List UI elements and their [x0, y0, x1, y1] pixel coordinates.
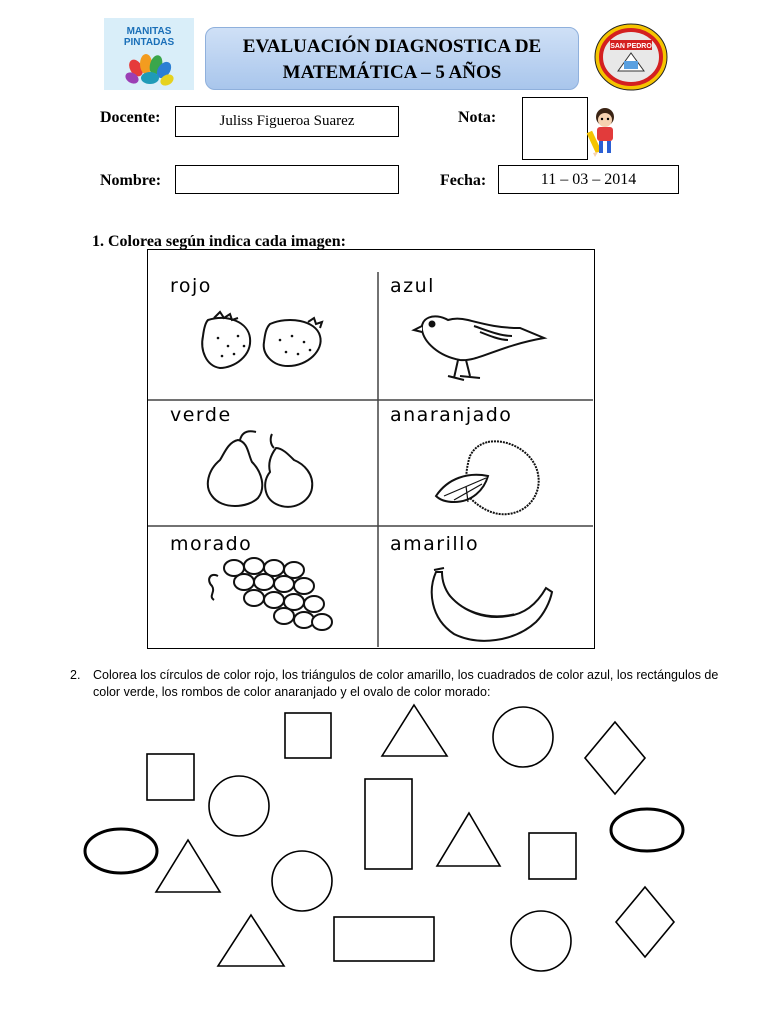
rectangle-shape[interactable]: [334, 917, 434, 961]
nombre-field[interactable]: [175, 165, 399, 194]
cell-label-anaranjado: anaranjado: [390, 404, 513, 426]
cell-label-verde: verde: [170, 404, 232, 426]
fruit-grid: [147, 249, 595, 649]
girl-pencil-icon: [586, 105, 620, 157]
banana-icon: [432, 568, 552, 641]
cell-label-amarillo: amarillo: [390, 533, 480, 555]
square-shape[interactable]: [147, 754, 194, 800]
title-line2: MATEMÁTICA – 5 AÑOS: [282, 62, 502, 83]
docente-label: Docente:: [100, 109, 161, 126]
nota-field[interactable]: [522, 97, 588, 160]
square-shape[interactable]: [529, 833, 576, 879]
circle-shape[interactable]: [511, 911, 571, 971]
circle-shape[interactable]: [493, 707, 553, 767]
nota-label: Nota:: [458, 109, 497, 126]
circle-shape[interactable]: [209, 776, 269, 836]
bird-icon: [414, 316, 544, 380]
nombre-label: Nombre:: [100, 172, 162, 189]
cell-label-morado: morado: [170, 533, 253, 555]
triangle-shape[interactable]: [382, 705, 447, 756]
rhombus-shape[interactable]: [616, 887, 674, 957]
docente-field[interactable]: Juliss Figueroa Suarez: [175, 106, 399, 137]
rectangle-shape[interactable]: [365, 779, 412, 869]
logo-text-line2: PINTADAS: [123, 37, 175, 48]
manitas-pintadas-logo: [104, 18, 194, 90]
fecha-label: Fecha:: [440, 172, 487, 189]
triangle-shape[interactable]: [218, 915, 284, 966]
triangle-shape[interactable]: [156, 840, 220, 892]
orange-icon: [436, 441, 539, 514]
fecha-field[interactable]: 11 – 03 – 2014: [498, 165, 679, 194]
circle-shape[interactable]: [272, 851, 332, 911]
section2-number: 2.: [70, 668, 81, 682]
grapes-icon: [209, 558, 332, 630]
cell-label-rojo: rojo: [170, 275, 212, 297]
shapes-area: [0, 690, 768, 1024]
section2-text: Colorea los círculos de color rojo, los triángulos de color amarillo, los cuadrados de color azul, los rectángulos de color verde, los rombos de color anaranjado y el ovalo de color morado:: [93, 668, 719, 699]
square-shape[interactable]: [285, 713, 331, 758]
rhombus-shape[interactable]: [585, 722, 645, 794]
document-title: [205, 27, 579, 90]
strawberry-icon: [202, 312, 322, 368]
oval-shape[interactable]: [611, 809, 683, 851]
cell-label-azul: azul: [390, 275, 435, 297]
section1-title: 1. Colorea según indica cada imagen:: [92, 233, 346, 250]
school-seal-logo: [594, 23, 668, 91]
seal-text: SAN PEDRO: [610, 43, 652, 50]
logo-text-line1: MANITAS: [126, 26, 172, 37]
hands-icon: [104, 18, 194, 90]
pear-icon: [208, 431, 312, 507]
oval-shape[interactable]: [85, 829, 157, 873]
triangle-shape[interactable]: [437, 813, 500, 866]
title-line1: EVALUACIÓN DIAGNOSTICA DE: [242, 36, 542, 57]
